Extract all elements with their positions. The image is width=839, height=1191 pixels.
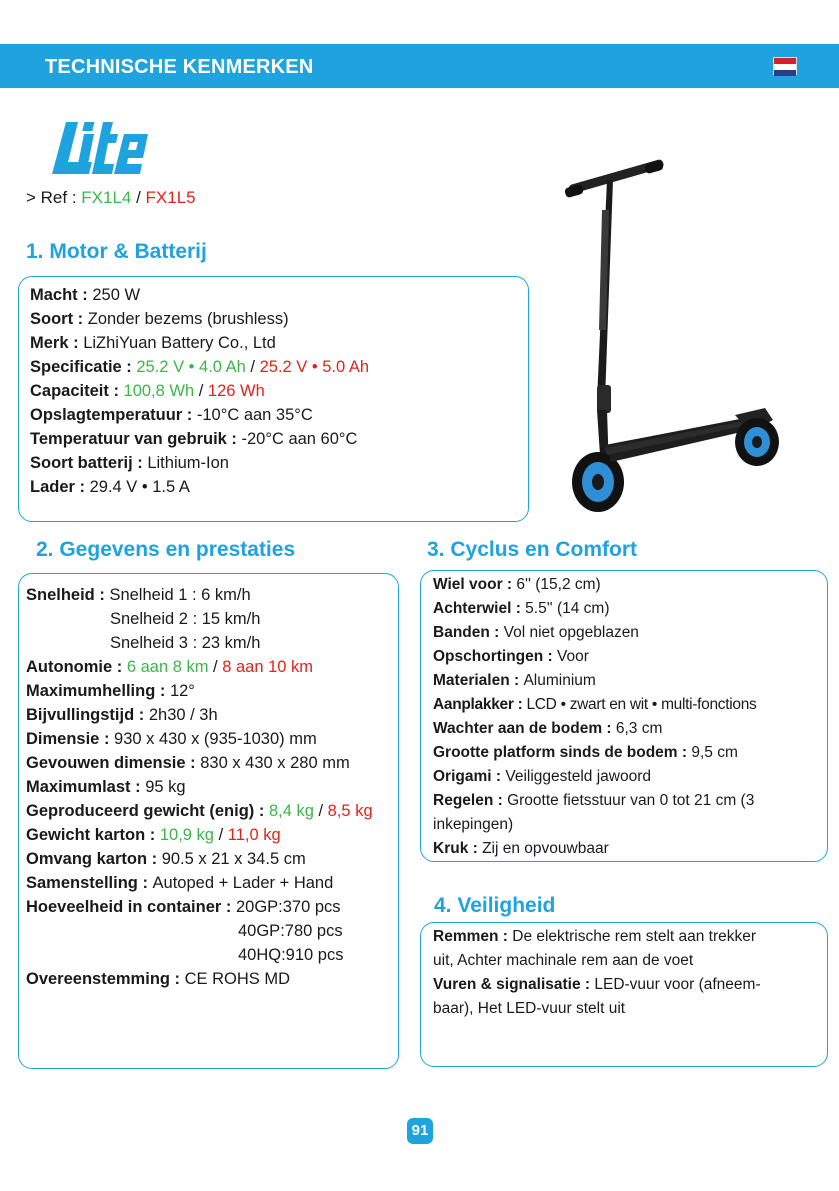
row-value-a: 10,9 kg	[159, 826, 214, 844]
row-value: Aluminium	[523, 672, 596, 689]
page-number: 91	[407, 1118, 433, 1144]
section1-box	[18, 276, 529, 522]
spec-row	[26, 607, 398, 631]
row-value: 90.5 x 21 x 34.5 cm	[161, 850, 306, 868]
row-label: Regelen :	[433, 792, 508, 809]
row-label: Hoeveelheid in container :	[26, 898, 236, 916]
row-value: Zonder bezems (brushless)	[87, 310, 289, 328]
row-value: 12°	[169, 682, 195, 700]
row-value: 2h30 / 3h	[148, 706, 218, 724]
row-label: Wachter aan de bodem :	[433, 720, 616, 737]
row-label: Origami :	[433, 768, 506, 785]
spec-row	[26, 847, 398, 871]
spec-row	[433, 621, 827, 645]
ref-line	[26, 188, 196, 208]
row-label: Macht :	[30, 286, 93, 304]
row-label: Gevouwen dimensie :	[26, 754, 201, 772]
row-value-a: 6 aan 8 km	[126, 658, 209, 676]
spec-row	[30, 451, 528, 475]
spec-row	[30, 403, 528, 427]
section4-title: 4. Veiligheid	[434, 894, 556, 917]
row-label: Banden :	[433, 624, 504, 641]
section2-title: 2. Gegevens en prestaties	[36, 538, 296, 561]
row-value-b: 8,5 kg	[327, 802, 373, 820]
row-value: Grootte fietsstuur van 0 tot 21 cm (3	[507, 792, 755, 809]
row-value: -10°C aan 35°C	[196, 406, 313, 424]
spec-row	[26, 871, 398, 895]
row-value: LiZhiYuan Battery Co., Ltd	[83, 334, 276, 352]
row-label: Merk :	[30, 334, 84, 352]
spec-row	[433, 693, 827, 717]
ref-prefix: > Ref :	[26, 188, 82, 207]
row-value: 40GP:780 pcs	[238, 922, 343, 940]
row-label: Dimensie :	[26, 730, 115, 748]
row-label: Geproduceerd gewicht (enig) :	[26, 802, 269, 820]
spec-row	[26, 727, 398, 751]
spec-row	[26, 751, 398, 775]
row-value: baar), Het LED-vuur stelt uit	[433, 1000, 626, 1017]
spec-row	[30, 427, 528, 451]
spec-row	[26, 823, 398, 847]
section2-box	[18, 573, 399, 1069]
spec-row	[26, 703, 398, 727]
row-value: Zij en opvouwbaar	[482, 840, 609, 857]
row-value: inkepingen)	[433, 816, 514, 833]
spec-row	[433, 973, 827, 997]
row-value: uit, Achter machinale rem aan de voet	[433, 952, 694, 969]
row-label: Kruk :	[433, 840, 483, 857]
row-value: 20GP:370 pcs	[235, 898, 341, 916]
row-label: Samenstelling :	[26, 874, 153, 892]
row-label: Overeenstemming :	[26, 970, 185, 988]
row-label: Omvang karton :	[26, 850, 162, 868]
row-label: Capaciteit :	[30, 382, 124, 400]
spec-row	[26, 919, 398, 943]
row-value: 40HQ:910 pcs	[238, 946, 344, 964]
row-label: Opschortingen :	[433, 648, 557, 665]
row-value: Voor	[557, 648, 589, 665]
row-value-b: 25.2 V • 5.0 Ah	[259, 358, 370, 376]
row-value: Autoped + Lader + Hand	[152, 874, 334, 892]
spec-row	[30, 355, 528, 379]
spec-row	[26, 775, 398, 799]
row-label: Aanplakker :	[433, 696, 527, 713]
row-label: Maximumhelling :	[26, 682, 170, 700]
section3-title: 3. Cyclus en Comfort	[427, 538, 638, 561]
section1-title: 1. Motor & Batterij	[26, 240, 207, 263]
spec-row	[26, 895, 398, 919]
row-value: 930 x 430 x (935-1030) mm	[114, 730, 317, 748]
row-value: 6'' (15,2 cm)	[516, 576, 601, 593]
row-value: LED-vuur voor (afneem-	[594, 976, 761, 993]
row-value: 250 W	[92, 286, 141, 304]
row-value: 29.4 V • 1.5 A	[89, 478, 190, 496]
spec-row	[433, 597, 827, 621]
row-value: De elektrische rem stelt aan trekker	[512, 928, 757, 945]
spec-row	[433, 573, 827, 597]
spec-row	[26, 631, 398, 655]
row-sep: /	[194, 382, 208, 400]
row-label: Wiel voor :	[433, 576, 517, 593]
spec-row	[433, 741, 827, 765]
row-value-b: 126 Wh	[207, 382, 265, 400]
row-label: Maximumlast :	[26, 778, 146, 796]
spec-row	[26, 679, 398, 703]
row-value: 95 kg	[145, 778, 186, 796]
spec-row	[26, 967, 398, 991]
spec-row	[433, 765, 827, 789]
page-title: TECHNISCHE KENMERKEN	[45, 56, 314, 78]
spec-row	[433, 717, 827, 741]
ref-sep: /	[131, 188, 146, 207]
row-label: Vuren & signalisatie :	[433, 976, 595, 993]
spec-row	[433, 789, 827, 813]
row-label: Gewicht karton :	[26, 826, 160, 844]
row-value: -20°C aan 60°C	[241, 430, 358, 448]
spec-row	[30, 379, 528, 403]
row-value-a: 25.2 V • 4.0 Ah	[136, 358, 246, 376]
row-sep: /	[245, 358, 260, 376]
row-value: Lithium-Ion	[147, 454, 229, 472]
spec-row	[26, 655, 398, 679]
spec-row	[30, 475, 528, 499]
row-sep: /	[213, 826, 228, 844]
row-label: Achterwiel :	[433, 600, 526, 617]
spec-row	[433, 669, 827, 693]
row-value-b: 8 aan 10 km	[222, 658, 314, 676]
row-label: Materialen :	[433, 672, 524, 689]
spec-row	[30, 283, 528, 307]
row-value: 6,3 cm	[615, 720, 663, 737]
section3-box	[420, 570, 828, 862]
spec-row	[433, 645, 827, 669]
row-value: Snelheid 1 : 6 km/h	[109, 586, 251, 604]
row-value: 9,5 cm	[691, 744, 738, 761]
netherlands-flag-icon	[773, 57, 797, 75]
row-label: Snelheid :	[26, 586, 110, 604]
row-label: Temperatuur van gebruik :	[30, 430, 242, 448]
row-value: Vol niet opgeblazen	[503, 624, 639, 641]
section4-box	[420, 922, 828, 1067]
ref-code-b: FX1L5	[145, 188, 196, 207]
row-value: 5.5'' (14 cm)	[525, 600, 610, 617]
row-label: Opslagtemperatuur :	[30, 406, 197, 424]
row-label: Autonomie :	[26, 658, 127, 676]
row-value: Snelheid 2 : 15 km/h	[110, 610, 261, 628]
row-value-b: 11,0 kg	[227, 826, 281, 844]
spec-row	[433, 837, 827, 861]
spec-row	[30, 307, 528, 331]
row-value: Snelheid 3 : 23 km/h	[110, 634, 261, 652]
row-label: Grootte platform sinds de bodem :	[433, 744, 692, 761]
row-label: Soort :	[30, 310, 88, 328]
row-sep: /	[313, 802, 328, 820]
row-sep: /	[208, 658, 223, 676]
header-bar	[0, 44, 839, 88]
row-label: Bijvullingstijd :	[26, 706, 149, 724]
row-label: Soort batterij :	[30, 454, 148, 472]
spec-row	[26, 799, 398, 823]
row-value: Veiliggesteld jawoord	[505, 768, 651, 785]
ref-code-a: FX1L4	[81, 188, 132, 207]
row-value-a: 8,4 kg	[268, 802, 314, 820]
spec-row	[433, 949, 827, 973]
spec-row	[433, 925, 827, 949]
row-label: Remmen :	[433, 928, 513, 945]
spec-row	[433, 997, 827, 1021]
spec-row	[26, 943, 398, 967]
row-value: 830 x 430 x 280 mm	[200, 754, 350, 772]
scooter-image	[545, 150, 835, 520]
row-value: CE ROHS MD	[184, 970, 291, 988]
spec-row	[433, 813, 827, 837]
row-label: Specificatie :	[30, 358, 137, 376]
row-label: Lader :	[30, 478, 90, 496]
lite-logo	[48, 112, 153, 184]
spec-row	[30, 331, 528, 355]
row-value: LCD • zwart en wit • multi-fonctions	[526, 696, 757, 713]
spec-row	[26, 583, 398, 607]
row-value-a: 100,8 Wh	[123, 382, 195, 400]
